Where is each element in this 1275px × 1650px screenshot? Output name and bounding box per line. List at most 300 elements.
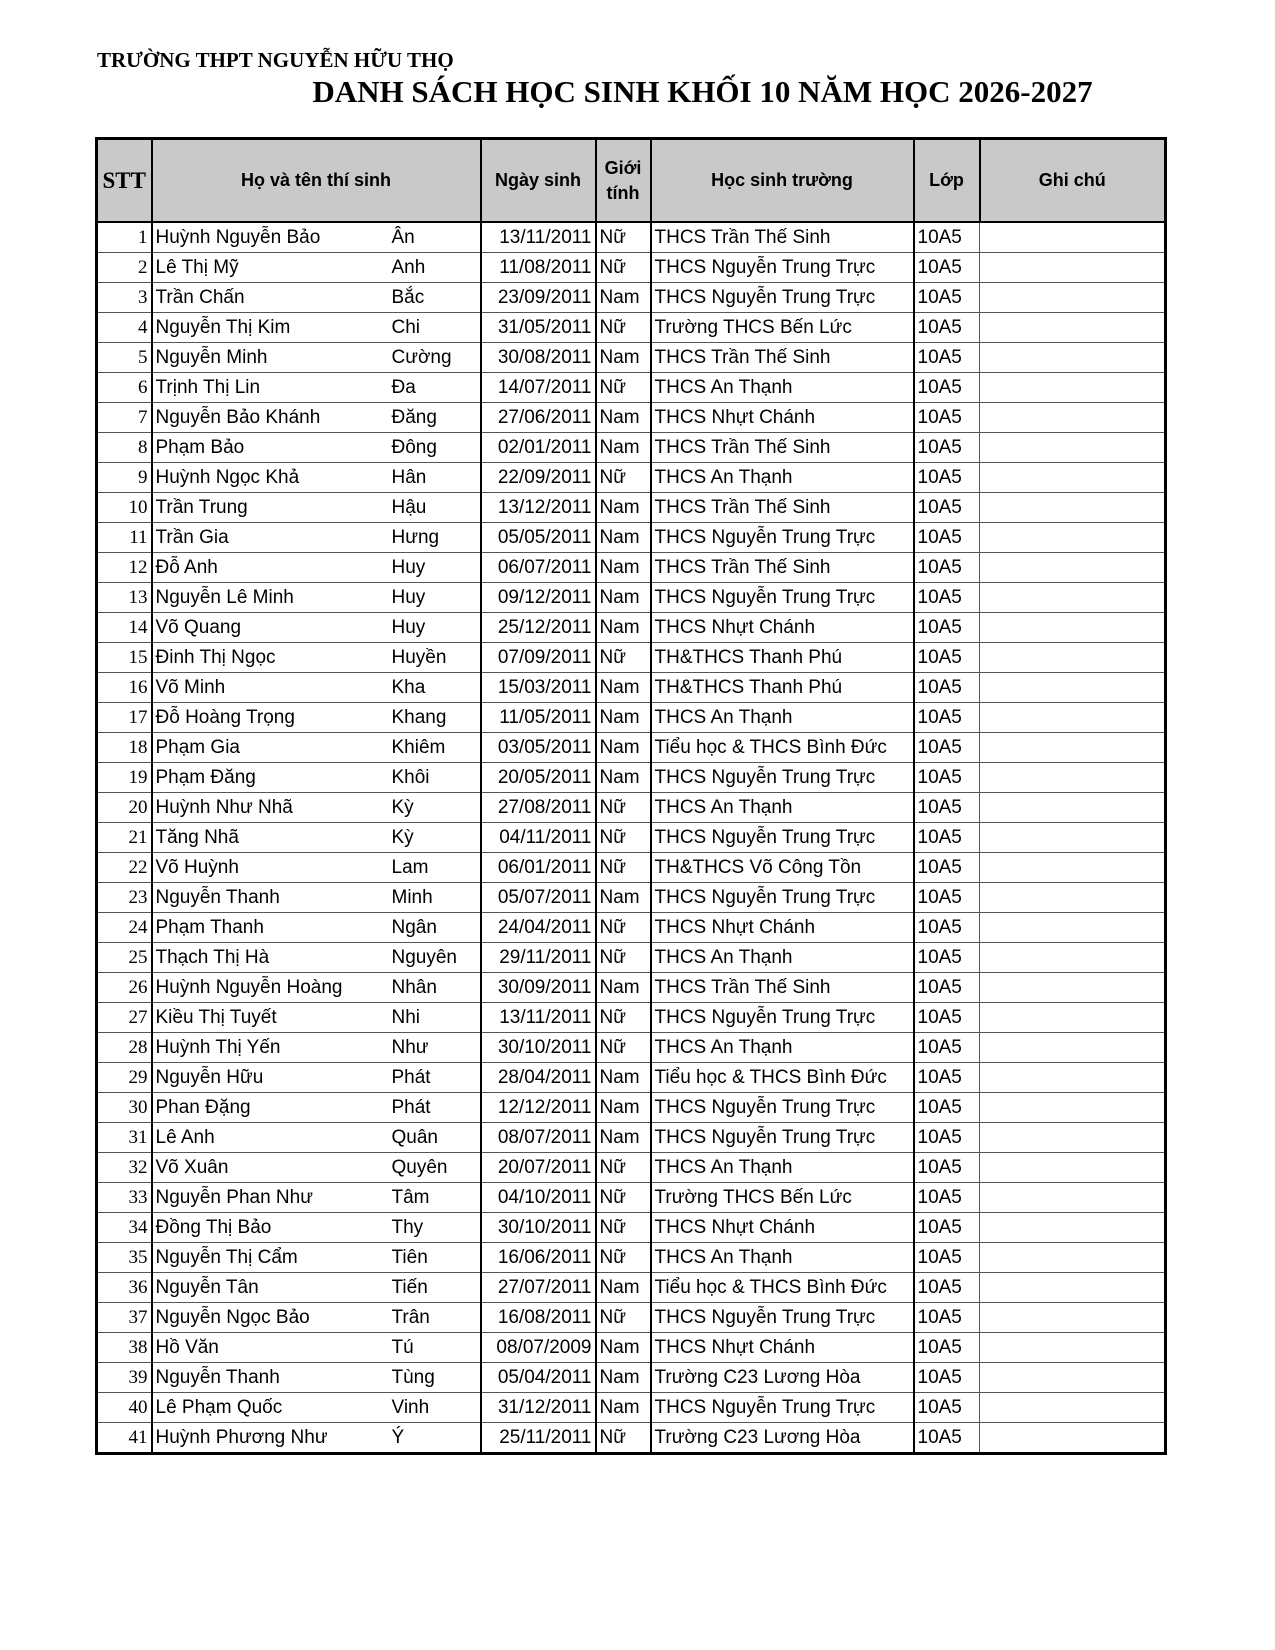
cell-gender: Nữ [596,1153,651,1183]
cell-class: 10A5 [914,613,980,643]
cell-surname: Phạm Đăng [152,763,389,793]
cell-school: THCS An Thạnh [651,703,914,733]
cell-school: THCS An Thạnh [651,463,914,493]
cell-dob: 28/04/2011 [481,1063,596,1093]
cell-given-name: Quyên [389,1153,481,1183]
cell-class: 10A5 [914,1423,980,1454]
cell-surname: Thạch Thị Hà [152,943,389,973]
cell-school: THCS Nguyễn Trung Trực [651,523,914,553]
cell-surname: Nguyễn Thanh [152,883,389,913]
cell-stt: 12 [97,553,152,583]
cell-stt: 7 [97,403,152,433]
cell-gender: Nữ [596,793,651,823]
cell-surname: Nguyễn Minh [152,343,389,373]
cell-given-name: Hậu [389,493,481,523]
cell-dob: 27/07/2011 [481,1273,596,1303]
cell-class: 10A5 [914,703,980,733]
cell-dob: 30/08/2011 [481,343,596,373]
cell-note [980,1033,1166,1063]
cell-gender: Nữ [596,1003,651,1033]
cell-surname: Lê Anh [152,1123,389,1153]
cell-given-name: Huy [389,553,481,583]
table-row [97,1153,1166,1183]
table-row [97,643,1166,673]
cell-stt: 36 [97,1273,152,1303]
cell-stt: 8 [97,433,152,463]
cell-class: 10A5 [914,1243,980,1273]
cell-dob: 13/11/2011 [481,1003,596,1033]
cell-school: THCS Nguyễn Trung Trực [651,253,914,283]
cell-note [980,1153,1166,1183]
table-row [97,613,1166,643]
cell-surname: Võ Minh [152,673,389,703]
cell-class: 10A5 [914,1063,980,1093]
col-header-dob: Ngày sinh [481,139,596,223]
cell-given-name: Trân [389,1303,481,1333]
cell-school: THCS An Thạnh [651,1153,914,1183]
cell-note [980,403,1166,433]
cell-surname: Lê Phạm Quốc [152,1393,389,1423]
cell-given-name: Chi [389,313,481,343]
cell-stt: 41 [97,1423,152,1454]
table-row [97,433,1166,463]
cell-given-name: Khôi [389,763,481,793]
cell-school: Trường THCS Bến Lức [651,1183,914,1213]
cell-note [980,1123,1166,1153]
cell-surname: Nguyễn Bảo Khánh [152,403,389,433]
cell-dob: 30/10/2011 [481,1213,596,1243]
cell-gender: Nữ [596,823,651,853]
cell-school: THCS Nguyễn Trung Trực [651,283,914,313]
cell-given-name: Đăng [389,403,481,433]
cell-gender: Nam [596,343,651,373]
cell-school: THCS Nguyễn Trung Trực [651,583,914,613]
cell-surname: Võ Quang [152,613,389,643]
cell-note [980,433,1166,463]
table-row [97,1273,1166,1303]
cell-note [980,253,1166,283]
cell-surname: Huỳnh Ngọc Khả [152,463,389,493]
cell-school: TH&THCS Võ Công Tồn [651,853,914,883]
cell-class: 10A5 [914,463,980,493]
cell-class: 10A5 [914,643,980,673]
col-header-gender [596,139,651,223]
cell-gender: Nam [596,1063,651,1093]
cell-gender: Nam [596,703,651,733]
cell-given-name: Minh [389,883,481,913]
cell-class: 10A5 [914,973,980,1003]
cell-school: Tiểu học & THCS Bình Đức [651,1063,914,1093]
cell-stt: 1 [97,222,152,253]
cell-stt: 28 [97,1033,152,1063]
cell-surname: Trần Trung [152,493,389,523]
cell-stt: 18 [97,733,152,763]
cell-class: 10A5 [914,403,980,433]
cell-given-name: Anh [389,253,481,283]
cell-gender: Nữ [596,853,651,883]
cell-note [980,883,1166,913]
table-row [97,463,1166,493]
cell-dob: 12/12/2011 [481,1093,596,1123]
cell-note [980,673,1166,703]
cell-dob: 16/08/2011 [481,1303,596,1333]
table-row [97,883,1166,913]
cell-class: 10A5 [914,763,980,793]
cell-class: 10A5 [914,853,980,883]
cell-note [980,1063,1166,1093]
table-row [97,523,1166,553]
cell-surname: Phan Đặng [152,1093,389,1123]
table-row [97,1243,1166,1273]
cell-gender: Nữ [596,1423,651,1454]
cell-note [980,1183,1166,1213]
cell-class: 10A5 [914,553,980,583]
cell-stt: 17 [97,703,152,733]
cell-stt: 16 [97,673,152,703]
cell-gender: Nam [596,613,651,643]
cell-dob: 24/04/2011 [481,913,596,943]
cell-surname: Phạm Thanh [152,913,389,943]
cell-stt: 2 [97,253,152,283]
cell-dob: 22/09/2011 [481,463,596,493]
cell-dob: 05/07/2011 [481,883,596,913]
table-row [97,1423,1166,1454]
cell-given-name: Huyền [389,643,481,673]
cell-stt: 37 [97,1303,152,1333]
cell-dob: 25/11/2011 [481,1423,596,1454]
col-header-gender-line1: Giới [604,158,642,179]
cell-gender: Nữ [596,643,651,673]
cell-school: THCS Nhựt Chánh [651,403,914,433]
cell-note [980,913,1166,943]
cell-class: 10A5 [914,493,980,523]
cell-dob: 11/05/2011 [481,703,596,733]
cell-surname: Huỳnh Nguyễn Hoàng [152,973,389,1003]
cell-note [980,823,1166,853]
cell-school: TH&THCS Thanh Phú [651,643,914,673]
cell-gender: Nam [596,763,651,793]
cell-given-name: Nhân [389,973,481,1003]
cell-dob: 25/12/2011 [481,613,596,643]
table-row [97,823,1166,853]
cell-surname: Nguyễn Thị Cẩm [152,1243,389,1273]
cell-dob: 13/12/2011 [481,493,596,523]
cell-given-name: Quân [389,1123,481,1153]
cell-surname: Huỳnh Thị Yến [152,1033,389,1063]
cell-school: THCS Nguyễn Trung Trực [651,883,914,913]
cell-school: Tiểu học & THCS Bình Đức [651,1273,914,1303]
cell-gender: Nữ [596,463,651,493]
cell-dob: 11/08/2011 [481,253,596,283]
cell-given-name: Đông [389,433,481,463]
school-name: TRƯỜNG THPT NGUYỄN HỮU THỌ [97,48,454,72]
cell-surname: Đinh Thị Ngọc [152,643,389,673]
cell-school: Trường C23 Lương Hòa [651,1423,914,1454]
cell-note [980,1243,1166,1273]
cell-dob: 23/09/2011 [481,283,596,313]
cell-dob: 07/09/2011 [481,643,596,673]
cell-dob: 06/07/2011 [481,553,596,583]
cell-class: 10A5 [914,1303,980,1333]
cell-stt: 33 [97,1183,152,1213]
table-row [97,283,1166,313]
table-row [97,1123,1166,1153]
cell-note [980,1333,1166,1363]
cell-surname: Nguyễn Phan Như [152,1183,389,1213]
cell-school: THCS Nguyễn Trung Trực [651,1003,914,1033]
cell-gender: Nữ [596,373,651,403]
cell-dob: 16/06/2011 [481,1243,596,1273]
cell-given-name: Tiến [389,1273,481,1303]
cell-note [980,523,1166,553]
col-header-school: Học sinh trường [651,139,914,223]
cell-dob: 08/07/2009 [481,1333,596,1363]
cell-class: 10A5 [914,793,980,823]
cell-class: 10A5 [914,373,980,403]
cell-stt: 4 [97,313,152,343]
cell-class: 10A5 [914,1363,980,1393]
cell-given-name: Thy [389,1213,481,1243]
cell-surname: Huỳnh Nguyễn Bảo [152,222,389,253]
cell-given-name: Kỳ [389,793,481,823]
cell-given-name: Tiên [389,1243,481,1273]
cell-surname: Trần Gia [152,523,389,553]
cell-dob: 15/03/2011 [481,673,596,703]
cell-class: 10A5 [914,313,980,343]
cell-note [980,583,1166,613]
cell-note [980,463,1166,493]
cell-surname: Lê Thị Mỹ [152,253,389,283]
cell-dob: 02/01/2011 [481,433,596,463]
cell-given-name: Khang [389,703,481,733]
cell-gender: Nam [596,883,651,913]
table-row [97,343,1166,373]
cell-stt: 34 [97,1213,152,1243]
cell-gender: Nữ [596,943,651,973]
cell-dob: 27/08/2011 [481,793,596,823]
table-row [97,763,1166,793]
cell-gender: Nam [596,1273,651,1303]
cell-school: THCS Nguyễn Trung Trực [651,1303,914,1333]
cell-given-name: Tú [389,1333,481,1363]
cell-school: Trường C23 Lương Hòa [651,1363,914,1393]
cell-class: 10A5 [914,1393,980,1423]
student-table [95,137,1167,1455]
cell-stt: 22 [97,853,152,883]
cell-stt: 35 [97,1243,152,1273]
cell-class: 10A5 [914,343,980,373]
cell-class: 10A5 [914,253,980,283]
cell-surname: Tăng Nhã [152,823,389,853]
cell-school: TH&THCS Thanh Phú [651,673,914,703]
table-row [97,793,1166,823]
cell-dob: 06/01/2011 [481,853,596,883]
cell-surname: Kiều Thị Tuyết [152,1003,389,1033]
cell-surname: Nguyễn Ngọc Bảo [152,1303,389,1333]
table-row [97,1393,1166,1423]
cell-stt: 14 [97,613,152,643]
cell-stt: 40 [97,1393,152,1423]
col-header-name: Họ và tên thí sinh [152,139,481,223]
cell-school: THCS Nguyễn Trung Trực [651,1393,914,1423]
table-row [97,943,1166,973]
cell-class: 10A5 [914,1123,980,1153]
cell-gender: Nữ [596,313,651,343]
cell-dob: 31/12/2011 [481,1393,596,1423]
cell-school: THCS An Thạnh [651,793,914,823]
cell-school: THCS An Thạnh [651,1243,914,1273]
cell-note [980,283,1166,313]
cell-class: 10A5 [914,673,980,703]
cell-dob: 30/09/2011 [481,973,596,1003]
cell-class: 10A5 [914,733,980,763]
cell-class: 10A5 [914,1183,980,1213]
cell-gender: Nữ [596,1303,651,1333]
cell-stt: 27 [97,1003,152,1033]
cell-surname: Hồ Văn [152,1333,389,1363]
table-row [97,253,1166,283]
cell-stt: 30 [97,1093,152,1123]
cell-class: 10A5 [914,583,980,613]
cell-school: THCS Trần Thế Sinh [651,973,914,1003]
cell-note [980,973,1166,1003]
table-row [97,313,1166,343]
cell-stt: 6 [97,373,152,403]
cell-note [980,1213,1166,1243]
cell-gender: Nam [596,1363,651,1393]
cell-note [980,853,1166,883]
cell-given-name: Phát [389,1063,481,1093]
cell-surname: Nguyễn Tân [152,1273,389,1303]
cell-class: 10A5 [914,1333,980,1363]
cell-stt: 24 [97,913,152,943]
cell-dob: 05/04/2011 [481,1363,596,1393]
cell-class: 10A5 [914,913,980,943]
cell-given-name: Huy [389,583,481,613]
table-row [97,1003,1166,1033]
table-row [97,373,1166,403]
cell-school: THCS Trần Thế Sinh [651,343,914,373]
cell-class: 10A5 [914,1003,980,1033]
table-row [97,222,1166,253]
cell-note [980,343,1166,373]
cell-gender: Nữ [596,222,651,253]
table-row [97,673,1166,703]
cell-surname: Nguyễn Thị Kim [152,313,389,343]
cell-given-name: Lam [389,853,481,883]
table-row [97,583,1166,613]
cell-gender: Nam [596,1393,651,1423]
cell-note [980,493,1166,523]
cell-stt: 31 [97,1123,152,1153]
cell-gender: Nữ [596,913,651,943]
cell-school: THCS An Thạnh [651,943,914,973]
cell-class: 10A5 [914,1213,980,1243]
cell-given-name: Bắc [389,283,481,313]
cell-dob: 20/07/2011 [481,1153,596,1183]
cell-given-name: Khiêm [389,733,481,763]
cell-class: 10A5 [914,283,980,313]
cell-given-name: Kha [389,673,481,703]
cell-stt: 25 [97,943,152,973]
cell-note [980,793,1166,823]
table-row [97,913,1166,943]
cell-note [980,313,1166,343]
cell-class: 10A5 [914,883,980,913]
cell-surname: Đỗ Hoàng Trọng [152,703,389,733]
cell-school: THCS Nhựt Chánh [651,913,914,943]
cell-dob: 20/05/2011 [481,763,596,793]
cell-surname: Phạm Bảo [152,433,389,463]
cell-surname: Trịnh Thị Lin [152,373,389,403]
cell-gender: Nữ [596,1243,651,1273]
table-row [97,1063,1166,1093]
cell-note [980,1393,1166,1423]
cell-school: THCS Nhựt Chánh [651,1333,914,1363]
cell-stt: 20 [97,793,152,823]
cell-note [980,703,1166,733]
col-header-note: Ghi chú [980,139,1166,223]
table-row [97,553,1166,583]
cell-gender: Nam [596,493,651,523]
cell-stt: 21 [97,823,152,853]
table-row [97,733,1166,763]
cell-dob: 27/06/2011 [481,403,596,433]
cell-surname: Đồng Thị Bảo [152,1213,389,1243]
cell-stt: 3 [97,283,152,313]
cell-surname: Võ Huỳnh [152,853,389,883]
cell-stt: 39 [97,1363,152,1393]
cell-school: Tiểu học & THCS Bình Đức [651,733,914,763]
cell-dob: 29/11/2011 [481,943,596,973]
cell-class: 10A5 [914,222,980,253]
cell-school: THCS Nhựt Chánh [651,1213,914,1243]
cell-gender: Nam [596,973,651,1003]
cell-school: THCS Nguyễn Trung Trực [651,1093,914,1123]
cell-given-name: Hân [389,463,481,493]
cell-note [980,943,1166,973]
cell-dob: 08/07/2011 [481,1123,596,1153]
cell-surname: Đỗ Anh [152,553,389,583]
cell-given-name: Đa [389,373,481,403]
cell-given-name: Tâm [389,1183,481,1213]
cell-given-name: Vinh [389,1393,481,1423]
cell-note [980,222,1166,253]
cell-gender: Nam [596,1123,651,1153]
cell-class: 10A5 [914,943,980,973]
cell-dob: 05/05/2011 [481,523,596,553]
cell-school: Trường THCS Bến Lức [651,313,914,343]
cell-school: THCS Trần Thế Sinh [651,553,914,583]
cell-dob: 09/12/2011 [481,583,596,613]
cell-stt: 10 [97,493,152,523]
cell-given-name: Huy [389,613,481,643]
cell-school: THCS Nhựt Chánh [651,613,914,643]
cell-stt: 11 [97,523,152,553]
cell-surname: Nguyễn Lê Minh [152,583,389,613]
cell-given-name: Ngân [389,913,481,943]
table-row [97,1303,1166,1333]
cell-given-name: Cường [389,343,481,373]
col-header-gender-line2: tính [606,182,640,203]
cell-dob: 04/10/2011 [481,1183,596,1213]
cell-note [980,1363,1166,1393]
cell-dob: 13/11/2011 [481,222,596,253]
table-row [97,703,1166,733]
cell-note [980,613,1166,643]
col-header-class: Lớp [914,139,980,223]
cell-school: THCS Trần Thế Sinh [651,222,914,253]
